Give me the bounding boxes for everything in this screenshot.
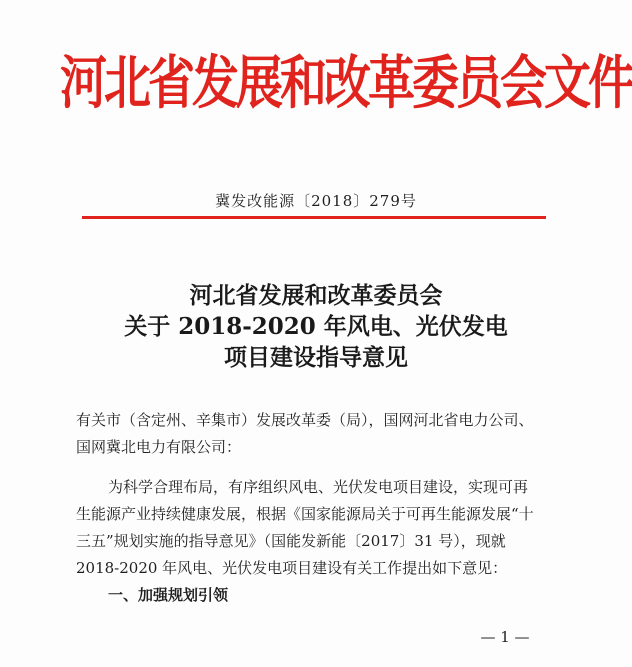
paragraph-line-3: 三五”规划实施的指导意见》（国能发新能〔2017〕31 号），现就 [76, 532, 506, 550]
title-line-2: 关于 2018-2020 年风电、光伏发电 [124, 313, 508, 340]
recipients-line-1: 有关市（含定州、辛集市）发展改革委（局），国网河北省电力公司、 [76, 411, 534, 429]
page-number: — 1 — [480, 628, 530, 646]
red-divider-line [82, 216, 546, 219]
title-line-3: 项目建设指导意见 [224, 344, 408, 371]
recipients-line-2: 国网冀北电力有限公司： [76, 438, 242, 456]
paragraph-gap [76, 461, 556, 474]
section-heading: 一、加强规划引领 [108, 586, 229, 604]
paragraph-line-4: 2018-2020 年风电、光伏发电项目建设有关工作提出如下意见： [76, 559, 508, 577]
paragraph-line-2: 生能源产业持续健康发展，根据《国家能源局关于可再生能源发展“十 [76, 505, 534, 523]
masthead-title: 河北省发展和改革委员会文件 [60, 50, 632, 118]
document-title [0, 280, 632, 373]
paragraph-line-1: 为科学合理布局，有序组织风电、光伏发电项目建设，实现可再 [108, 478, 529, 496]
document-body [76, 407, 556, 609]
document-number: 冀发改能源〔2018〕279号 [215, 192, 417, 210]
title-line-1: 河北省发展和改革委员会 [189, 282, 443, 309]
